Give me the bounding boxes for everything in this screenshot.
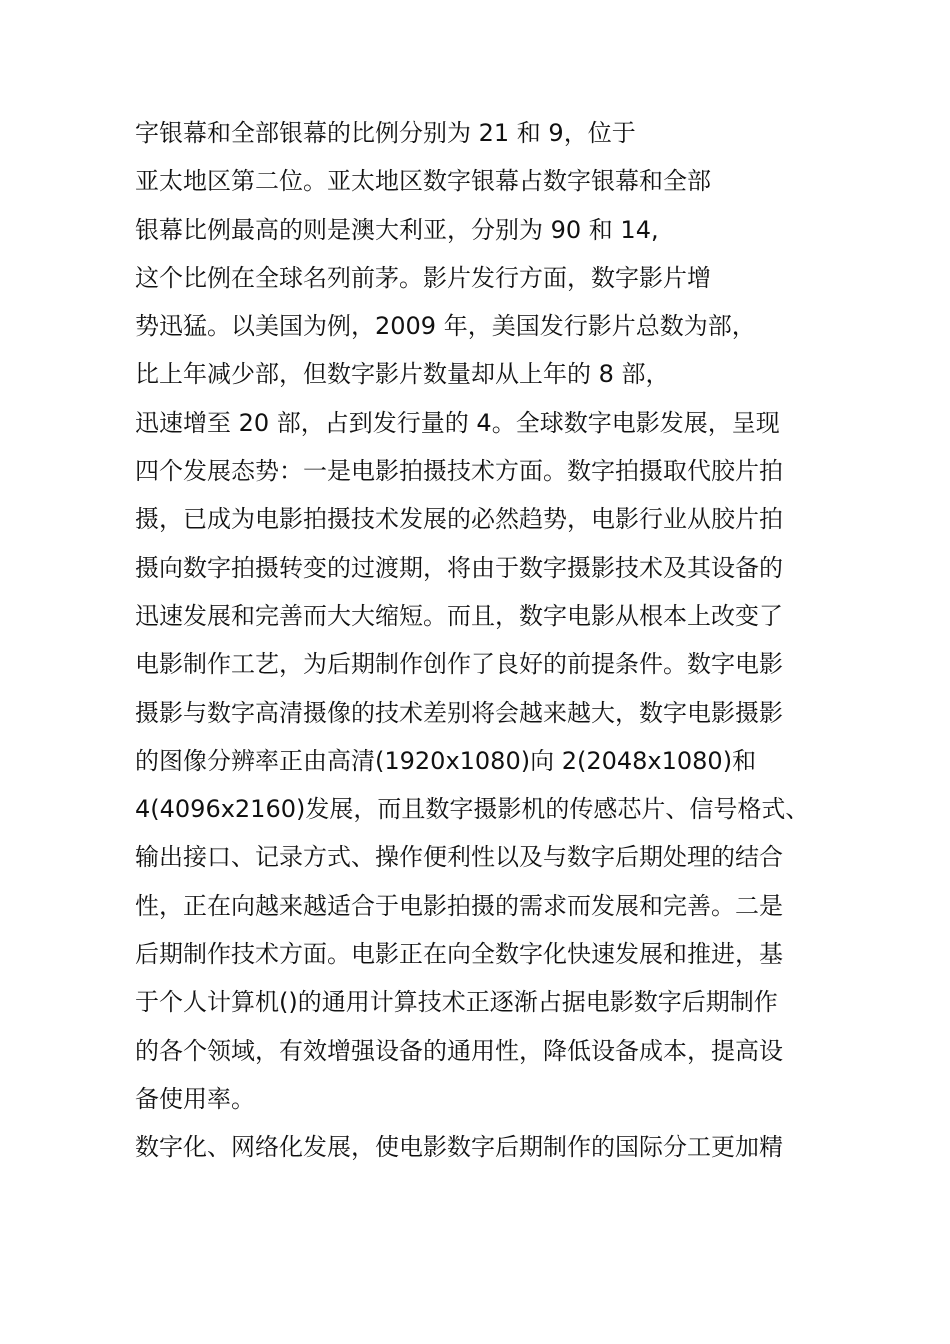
text-line: 亚太地区第二位。亚太地区数字银幕占数字银幕和全部 (135, 167, 711, 196)
text-line: 字银幕和全部银幕的比例分别为 21 和 9，位于 (135, 119, 636, 147)
text-line: 迅速发展和完善而大大缩短。而且，数字电影从根本上改变了 (135, 601, 783, 630)
text-line: 银幕比例最高的则是澳大利亚，分别为 90 和 14, (135, 215, 659, 244)
text-line: 备使用率。 (135, 1084, 255, 1113)
text-line: 性，正在向越来越适合于电影拍摄的需求而发展和完善。二是 (135, 891, 783, 920)
text-line: 4(4096x2160)发展，而且数字摄影机的传感芯片、信号格式、 (135, 795, 810, 824)
text-line: 势迅猛。以美国为例，2009 年，美国发行影片总数为部， (135, 312, 756, 341)
text-line: 摄影与数字高清摄像的技术差别将会越来越大，数字电影摄影 (135, 698, 783, 727)
text-line: 输出接口、记录方式、操作便利性以及与数字后期处理的结合 (135, 843, 783, 872)
text-line: 电影制作工艺，为后期制作创作了良好的前提条件。数字电影 (135, 650, 783, 679)
text-line: 摄向数字拍摄转变的过渡期，将由于数字摄影技术及其设备的 (135, 553, 783, 582)
text-line: 四个发展态势：一是电影拍摄技术方面。数字拍摄取代胶片拍 (135, 457, 783, 486)
text-line: 后期制作技术方面。电影正在向全数字化快速发展和推进，基 (135, 940, 783, 969)
text-line: 摄，已成为电影拍摄技术发展的必然趋势，电影行业从胶片拍 (135, 505, 783, 534)
text-line: 的图像分辨率正由高清(1920x1080)向 2(2048x1080)和 (135, 746, 757, 775)
text-line: 这个比例在全球名列前茅。影片发行方面，数字影片增 (135, 263, 711, 292)
text-line: 迅速增至 20 部，占到发行量的 4。全球数字电影发展，呈现 (135, 408, 780, 437)
text-line: 数字化、网络化发展，使电影数字后期制作的国际分工更加精 (135, 1133, 783, 1162)
text-line: 于个人计算机()的通用计算技术正逐渐占据电影数字后期制作 (135, 988, 778, 1017)
text-line: 的各个领域，有效增强设备的通用性，降低设备成本，提高设 (135, 1036, 783, 1065)
text-line: 比上年减少部，但数字影片数量却从上年的 8 部， (135, 360, 670, 389)
body-text (135, 109, 855, 1172)
